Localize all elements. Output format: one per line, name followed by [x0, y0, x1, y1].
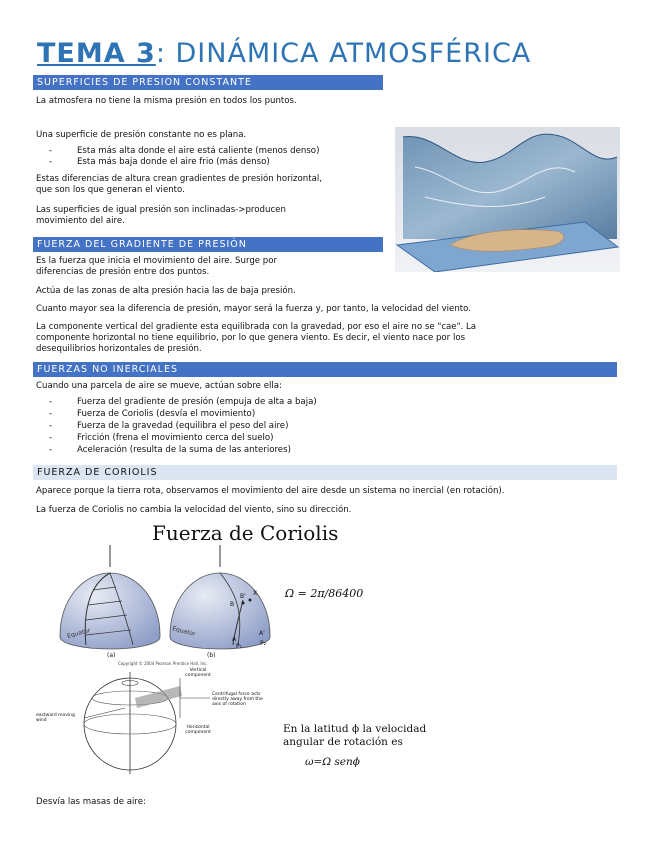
figure-label-b: (b) — [207, 652, 216, 659]
sec2-p1a: Es la fuerza que inicia el movimiento del aire. Surge por — [36, 256, 278, 266]
sec3-p1: Cuando una parcela de aire se mueve, actúan sobre ella: — [36, 381, 282, 391]
sec1-p4a: Las superficies de igual presión son inclinadas->producen — [36, 205, 286, 215]
sec2-p4c: desequilibrios horizontales de presión. — [36, 344, 202, 354]
latitude-text-b: angular de rotación es — [283, 736, 403, 748]
sec3-bullet-2: - Fuerza de Coriolis (desvía el movimiento) — [49, 409, 256, 419]
omega-formula: Ω = 2π/86400 — [285, 587, 364, 600]
section-header-superficies: SUPERFICIES DE PRESION CONSTANTE — [33, 75, 383, 90]
centrifugal-label: Centrifugal force acts directly away from the axis of rotation — [212, 692, 263, 707]
sec4-p2: La fuerza de Coriolis no cambia la velocidad del viento, sino su dirección. — [36, 505, 352, 515]
sec2-p4a: La componente vertical del gradiente esta equilibrada con la gravedad, por eso el aire no se "cae". La — [36, 322, 477, 332]
pressure-surface-image — [395, 127, 620, 272]
figure-title: Fuerza de Coriolis — [152, 521, 339, 545]
sphere-components-diagram — [40, 668, 280, 778]
footer-text: Desvía las masas de aire: — [36, 797, 146, 807]
section-header-coriolis: FUERZA DE CORIOLIS — [33, 465, 617, 480]
point-b-prime: B' — [240, 593, 246, 600]
sec4-p1: Aparece porque la tierra rota, observamos el movimiento del aire desde un sistema no inercial (en rotación). — [36, 486, 505, 496]
page-title — [37, 38, 531, 69]
horizontal-component-label: Horizontal component — [185, 725, 211, 735]
sec1-p3b: que son los que generan el viento. — [36, 185, 185, 195]
point-x: X — [253, 590, 258, 597]
sec2-p1b: diferencias de presión entre dos puntos. — [36, 267, 210, 277]
sec3-bullet-4: - Fricción (frena el movimiento cerca del suelo) — [49, 433, 274, 443]
sec2-p3: Cuanto mayor sea la diferencia de presión, mayor será la fuerza y, por tanto, la velocidad del viento. — [36, 304, 471, 314]
sec3-bullet-1: - Fuerza del gradiente de presión (empuja de alta a baja) — [49, 397, 317, 407]
sec1-p1: La atmosfera no tiene la misma presión en todos los puntos. — [36, 96, 297, 106]
equator-label-a: Equator — [66, 627, 92, 640]
copyright: Copyright © 2004 Pearson Prentice Hall, Inc. — [118, 661, 208, 666]
sec2-p2: Actúa de las zonas de alta presión hacia las de baja presión. — [36, 286, 296, 296]
sec2-p4b: componente horizontal no tiene equilibrio, por lo que genera viento. Es decir, el viento nace por los — [36, 333, 466, 343]
eastward-wind-label: eastward moving wind — [36, 713, 75, 723]
point-b: B — [230, 601, 235, 608]
sec1-p2: Una superficie de presión constante no es plana. — [36, 130, 247, 140]
title-prefix: TEMA 3 — [37, 38, 156, 69]
sec3-bullet-3: - Fuerza de la gravedad (equilibra el peso del aire) — [49, 421, 289, 431]
figure-label-a: (a) — [107, 652, 116, 659]
latitude-text-a: En la latitud ϕ la velocidad — [283, 723, 427, 735]
point-a: A — [232, 636, 237, 643]
equator-label-b: Equator — [171, 625, 197, 638]
vertical-component-label: Vertical component — [185, 668, 211, 678]
sec1-p3a: Estas diferencias de altura crean gradientes de presión horizontal, — [36, 174, 323, 184]
title-rest: : DINÁMICA ATMOSFÉRICA — [155, 38, 532, 69]
point-p1: P₁ — [236, 643, 243, 650]
sec1-p4b: movimiento del aire. — [36, 216, 125, 226]
sec1-bullet-2: - Esta más baja donde el aire frio (más denso) — [49, 157, 270, 167]
section-header-gradiente: FUERZA DEL GRADIENTE DE PRESIÓN — [33, 237, 383, 252]
point-p2: P₂ — [260, 640, 267, 647]
sec1-bullet-1: - Esta más alta donde el aire está caliente (menos denso) — [49, 146, 320, 156]
section-header-no-inerciales: FUERZAS NO INERCIALES — [33, 362, 617, 377]
point-a-prime: A' — [259, 630, 265, 637]
angular-velocity-formula: ω=Ω senϕ — [305, 756, 360, 768]
sec3-bullet-5: - Aceleración (resulta de la suma de las anteriores) — [49, 445, 291, 455]
